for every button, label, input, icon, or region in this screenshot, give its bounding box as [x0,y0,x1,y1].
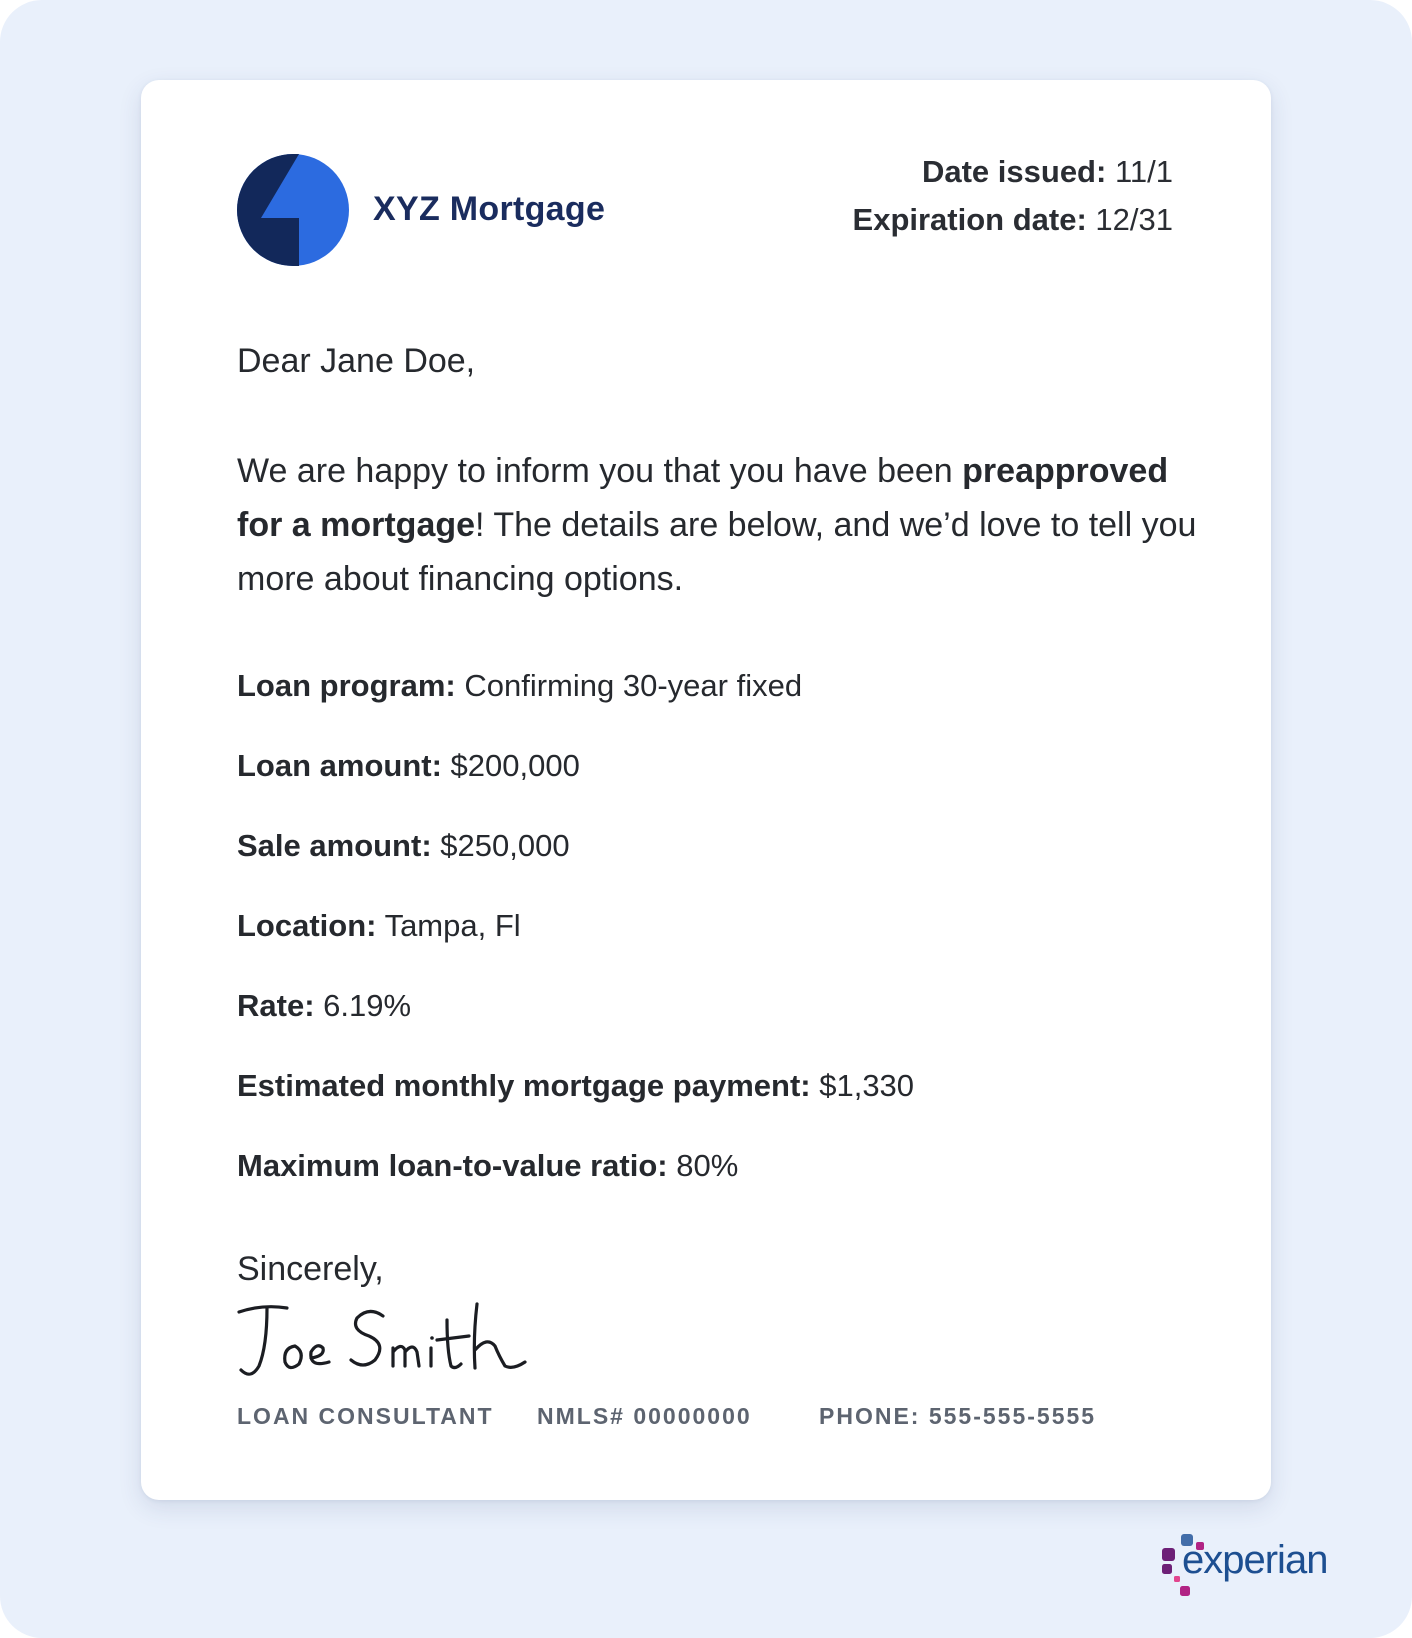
intro-highlight: preapproved for a mortgage [237,452,1169,544]
date-issued-line [853,148,1173,196]
intro-text-end: ! The details are below, and we’d love to tell you more about financing options. [237,506,1197,598]
salutation: Dear Jane Doe, [237,342,476,380]
date-issued-label: Date issued: [921,154,1107,189]
detail-row-loan-program [237,666,914,746]
detail-row-loan-amount [237,746,914,826]
intro-paragraph [237,444,1197,606]
detail-value: $250,000 [440,828,570,863]
detail-value: $1,330 [819,1068,915,1103]
loan-details-list [237,666,914,1226]
experian-wordmark: experian [1182,1538,1328,1582]
brand-name: XYZ Mortgage [373,190,606,228]
detail-row-location [237,906,914,986]
consultant-title: LOAN CONSULTANT [237,1403,494,1429]
detail-value: 6.19% [323,988,412,1023]
detail-label: Maximum loan-to-value ratio: [237,1148,668,1183]
detail-label: Rate: [237,988,315,1023]
nmls-number: NMLS# 00000000 [537,1403,752,1429]
detail-row-monthly-payment [237,1066,914,1146]
consultant-footer [237,1403,1096,1430]
date-issued-value: 11/1 [1114,154,1173,189]
detail-label: Sale amount: [237,828,432,863]
detail-value: $200,000 [450,748,580,783]
handwritten-signature [233,1290,543,1390]
preapproval-letter-card [141,80,1271,1500]
expiration-date-value: 12/31 [1095,202,1173,237]
intro-text-start: We are happy to inform you that you have been [237,452,963,490]
detail-label: Estimated monthly mortgage payment: [237,1068,811,1103]
detail-row-rate [237,986,914,1066]
detail-label: Loan program: [237,668,456,703]
phone-number: PHONE: 555-555-5555 [819,1403,1097,1429]
expiration-date-label: Expiration date: [852,202,1087,237]
detail-label: Location: [237,908,377,943]
detail-value: Confirming 30-year fixed [464,668,803,703]
detail-row-ltv-ratio [237,1146,914,1226]
sign-off: Sincerely, [237,1250,384,1288]
detail-label: Loan amount: [237,748,442,783]
letter-dates [853,148,1173,244]
xyz-mortgage-logo-icon [237,154,349,266]
detail-row-sale-amount [237,826,914,906]
expiration-date-line [853,196,1173,244]
detail-value: 80% [676,1148,739,1183]
detail-value: Tampa, Fl [384,908,521,943]
